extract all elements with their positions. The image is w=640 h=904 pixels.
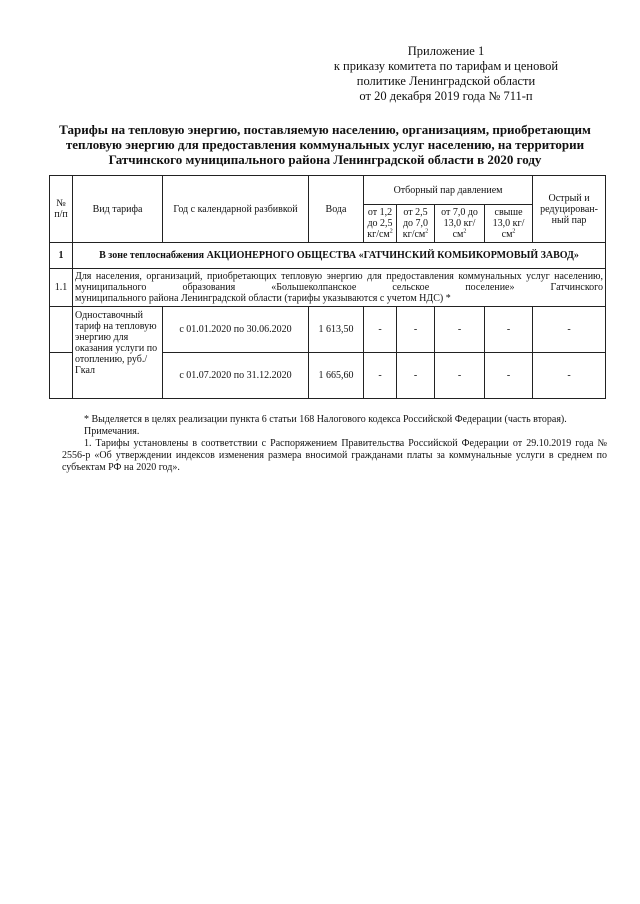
tariff-table <box>49 175 606 399</box>
water-value: 1 665,60 <box>309 353 364 399</box>
steam-4-value: - <box>485 307 533 353</box>
footnote: * Выделяется в целях реализации пункта 6 статьи 168 Налогового кодекса Российской Федерации (часть вторая). <box>84 414 567 425</box>
water-value: 1 613,50 <box>309 307 364 353</box>
steam-2-value: - <box>397 307 435 353</box>
steam-1-value: - <box>364 307 397 353</box>
subsection-text <box>73 269 606 307</box>
header-water: Вода <box>309 176 364 243</box>
steam-3-value: - <box>435 307 485 353</box>
header-num: № п/п <box>50 176 73 243</box>
appendix-header <box>296 44 596 104</box>
title-line-2: тепловую энергию для предоставления коммунальных услуг населению, на территории <box>65 137 585 152</box>
header-tariff-type: Вид тарифа <box>73 176 163 243</box>
tariff-type-cell: Одноставочный тариф на тепловую энергию для оказания услуги по отоплению, руб./Гкал <box>73 307 163 399</box>
subsection-num: 1.1 <box>50 269 73 307</box>
appendix-line-4: от 20 декабря 2019 года № 711-п <box>359 89 533 103</box>
steam-3-value: - <box>435 353 485 399</box>
note-1: 1. Тарифы установлены в соответствии с Распоряжением Правительства Российской Федерации от 29.10.2019 года № 2556-р «Об утверждении индексов изменения размера вносимой гражданами платы за коммунальные услуги в среднем по субъектам РФ на 2020 год». <box>62 438 607 473</box>
sharp-steam-value: - <box>533 307 606 353</box>
header-steam-4: свыше 13,0 $кг/см^2$ <box>485 205 533 243</box>
header-steam-2: от 2,5 до 7,0 $кг/см^2$ <box>397 205 435 243</box>
steam-2-value: - <box>397 353 435 399</box>
period-cell: с 01.01.2020 по 30.06.2020 <box>163 307 309 353</box>
table-row <box>50 307 606 353</box>
steam-1-value: - <box>364 353 397 399</box>
title-line-3: Гатчинского муниципального района Ленинградской области в 2020 году <box>108 152 542 167</box>
header-sharp-steam: Острый и редуцирован-ный пар <box>533 176 606 243</box>
section-title: В зоне теплоснабжения АКЦИОНЕРНОГО ОБЩЕСТВА «ГАТЧИНСКИЙ КОМБИКОРМОВЫЙ ЗАВОД» <box>73 243 606 269</box>
sharp-steam-value: - <box>533 353 606 399</box>
subsection-text-main: Для населения, организаций, приобретающих тепловую энергию для предоставления коммунальных услуг населению, муниципального образования «Большеколпанское сельское поселение» Гатчинского <box>75 271 604 293</box>
notes-heading: Примечания. <box>84 426 140 437</box>
subsection-text-last: муниципального района Ленинградской области (тарифы указываются с учетом НДС) * <box>75 293 451 304</box>
header-year: Год с календарной разбивкой <box>163 176 309 243</box>
header-steam-1: от 1,2 до 2,5 $кг/см^2$ <box>364 205 397 243</box>
document-title <box>40 122 610 167</box>
section-num: 1 <box>50 243 73 269</box>
appendix-line-2: к приказу комитета по тарифам и ценовой <box>333 59 559 73</box>
appendix-line-3: политике Ленинградской области <box>356 74 536 88</box>
notes-section <box>62 414 607 474</box>
header-steam-3: от 7,0 до 13,0 $кг/см^2$ <box>435 205 485 243</box>
header-steam-group: Отборный пар давлением <box>364 176 533 205</box>
steam-4-value: - <box>485 353 533 399</box>
appendix-line-1: Приложение 1 <box>407 44 485 58</box>
title-line-1: Тарифы на тепловую энергию, поставляемую населению, организациям, приобретающим <box>59 122 591 137</box>
period-cell: с 01.07.2020 по 31.12.2020 <box>163 353 309 399</box>
